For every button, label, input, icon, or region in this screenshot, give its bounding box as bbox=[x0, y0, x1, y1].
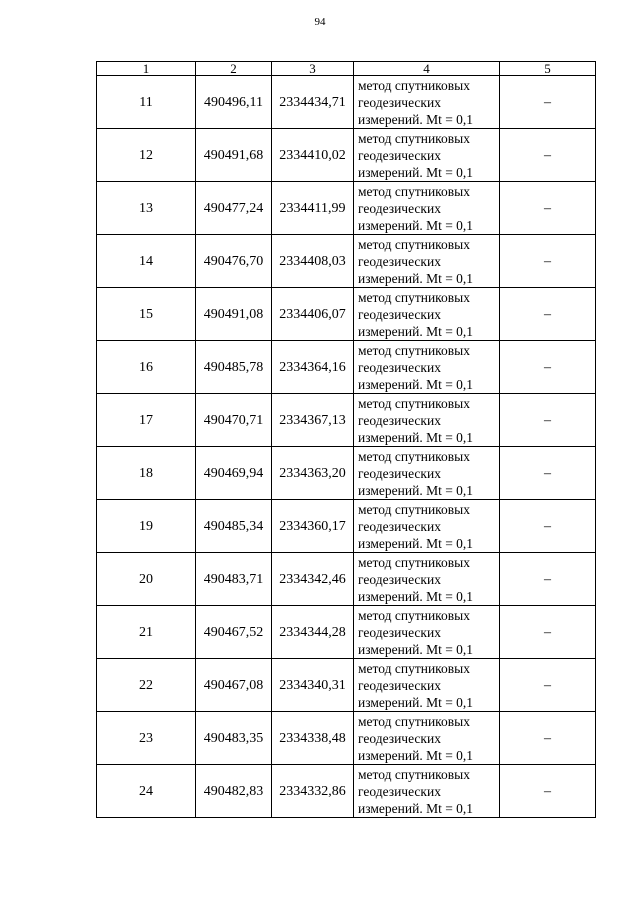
method-line: геодезических bbox=[358, 359, 441, 375]
y-coordinate-cell: 2334408,03 bbox=[272, 235, 354, 288]
method-cell bbox=[354, 288, 500, 341]
method-cell bbox=[354, 129, 500, 182]
y-coordinate-cell: 2334360,17 bbox=[272, 500, 354, 553]
description-cell: – bbox=[500, 606, 596, 659]
method-line: метод спутниковых bbox=[358, 289, 470, 305]
page-number: 94 bbox=[314, 16, 326, 28]
method-line: метод спутниковых bbox=[358, 77, 470, 93]
method-line: геодезических bbox=[358, 306, 441, 322]
column-header: 3 bbox=[272, 62, 354, 76]
table-row bbox=[97, 182, 596, 235]
point-number-cell: 23 bbox=[97, 712, 196, 765]
method-line: измерений. Mt = 0,1 bbox=[358, 111, 474, 127]
x-coordinate-cell: 490491,08 bbox=[196, 288, 272, 341]
method-cell bbox=[354, 765, 500, 818]
method-cell bbox=[354, 394, 500, 447]
point-number-cell: 17 bbox=[97, 394, 196, 447]
method-cell bbox=[354, 659, 500, 712]
description-cell: – bbox=[500, 288, 596, 341]
table-row bbox=[97, 500, 596, 553]
method-line: измерений. Mt = 0,1 bbox=[358, 164, 474, 180]
y-coordinate-cell: 2334340,31 bbox=[272, 659, 354, 712]
point-number-cell: 11 bbox=[97, 76, 196, 129]
method-line: метод спутниковых bbox=[358, 713, 470, 729]
point-number-cell: 18 bbox=[97, 447, 196, 500]
method-line: геодезических bbox=[358, 730, 441, 746]
method-cell bbox=[354, 712, 500, 765]
method-cell bbox=[354, 606, 500, 659]
x-coordinate-cell: 490467,52 bbox=[196, 606, 272, 659]
method-cell bbox=[354, 500, 500, 553]
description-cell: – bbox=[500, 76, 596, 129]
method-line: метод спутниковых bbox=[358, 395, 470, 411]
description-cell: – bbox=[500, 659, 596, 712]
method-line: измерений. Mt = 0,1 bbox=[358, 217, 474, 233]
point-number-cell: 21 bbox=[97, 606, 196, 659]
description-cell: – bbox=[500, 765, 596, 818]
column-header: 2 bbox=[196, 62, 272, 76]
description-cell: – bbox=[500, 500, 596, 553]
y-coordinate-cell: 2334332,86 bbox=[272, 765, 354, 818]
table-header-row bbox=[97, 62, 596, 76]
x-coordinate-cell: 490467,08 bbox=[196, 659, 272, 712]
x-coordinate-cell: 490483,35 bbox=[196, 712, 272, 765]
table-row bbox=[97, 765, 596, 818]
table-row bbox=[97, 553, 596, 606]
column-header: 5 bbox=[500, 62, 596, 76]
table-row bbox=[97, 341, 596, 394]
method-line: геодезических bbox=[358, 677, 441, 693]
method-line: геодезических bbox=[358, 624, 441, 640]
method-line: геодезических bbox=[358, 518, 441, 534]
method-line: измерений. Mt = 0,1 bbox=[358, 429, 474, 445]
y-coordinate-cell: 2334338,48 bbox=[272, 712, 354, 765]
y-coordinate-cell: 2334410,02 bbox=[272, 129, 354, 182]
x-coordinate-cell: 490483,71 bbox=[196, 553, 272, 606]
method-line: измерений. Mt = 0,1 bbox=[358, 747, 474, 763]
x-coordinate-cell: 490482,83 bbox=[196, 765, 272, 818]
description-cell: – bbox=[500, 235, 596, 288]
description-cell: – bbox=[500, 394, 596, 447]
method-line: метод спутниковых bbox=[358, 342, 470, 358]
method-line: измерений. Mt = 0,1 bbox=[358, 323, 474, 339]
table-row bbox=[97, 659, 596, 712]
method-line: геодезических bbox=[358, 571, 441, 587]
method-line: измерений. Mt = 0,1 bbox=[358, 800, 474, 816]
table-row bbox=[97, 394, 596, 447]
method-line: метод спутниковых bbox=[358, 660, 470, 676]
point-number-cell: 14 bbox=[97, 235, 196, 288]
table-row bbox=[97, 235, 596, 288]
point-number-cell: 22 bbox=[97, 659, 196, 712]
coordinates-table bbox=[96, 61, 596, 818]
point-number-cell: 24 bbox=[97, 765, 196, 818]
method-line: измерений. Mt = 0,1 bbox=[358, 535, 474, 551]
y-coordinate-cell: 2334344,28 bbox=[272, 606, 354, 659]
x-coordinate-cell: 490485,34 bbox=[196, 500, 272, 553]
method-line: измерений. Mt = 0,1 bbox=[358, 376, 474, 392]
table-row bbox=[97, 712, 596, 765]
description-cell: – bbox=[500, 553, 596, 606]
method-line: метод спутниковых bbox=[358, 236, 470, 252]
method-line: измерений. Mt = 0,1 bbox=[358, 588, 474, 604]
method-line: измерений. Mt = 0,1 bbox=[358, 270, 474, 286]
point-number-cell: 19 bbox=[97, 500, 196, 553]
method-cell bbox=[354, 447, 500, 500]
method-line: геодезических bbox=[358, 412, 441, 428]
point-number-cell: 20 bbox=[97, 553, 196, 606]
method-line: геодезических bbox=[358, 94, 441, 110]
point-number-cell: 15 bbox=[97, 288, 196, 341]
method-line: измерений. Mt = 0,1 bbox=[358, 694, 474, 710]
x-coordinate-cell: 490476,70 bbox=[196, 235, 272, 288]
point-number-cell: 16 bbox=[97, 341, 196, 394]
column-header: 4 bbox=[354, 62, 500, 76]
method-cell bbox=[354, 553, 500, 606]
method-line: измерений. Mt = 0,1 bbox=[358, 641, 474, 657]
y-coordinate-cell: 2334363,20 bbox=[272, 447, 354, 500]
method-line: метод спутниковых bbox=[358, 554, 470, 570]
table-row bbox=[97, 606, 596, 659]
method-cell bbox=[354, 235, 500, 288]
y-coordinate-cell: 2334364,16 bbox=[272, 341, 354, 394]
method-line: геодезических bbox=[358, 465, 441, 481]
description-cell: – bbox=[500, 341, 596, 394]
y-coordinate-cell: 2334406,07 bbox=[272, 288, 354, 341]
x-coordinate-cell: 490469,94 bbox=[196, 447, 272, 500]
x-coordinate-cell: 490470,71 bbox=[196, 394, 272, 447]
description-cell: – bbox=[500, 447, 596, 500]
method-line: метод спутниковых bbox=[358, 130, 470, 146]
x-coordinate-cell: 490485,78 bbox=[196, 341, 272, 394]
y-coordinate-cell: 2334434,71 bbox=[272, 76, 354, 129]
point-number-cell: 13 bbox=[97, 182, 196, 235]
method-line: метод спутниковых bbox=[358, 183, 470, 199]
table-row bbox=[97, 76, 596, 129]
y-coordinate-cell: 2334367,13 bbox=[272, 394, 354, 447]
method-cell bbox=[354, 341, 500, 394]
x-coordinate-cell: 490477,24 bbox=[196, 182, 272, 235]
method-cell bbox=[354, 76, 500, 129]
description-cell: – bbox=[500, 129, 596, 182]
method-line: геодезических bbox=[358, 147, 441, 163]
method-line: геодезических bbox=[358, 200, 441, 216]
method-line: метод спутниковых bbox=[358, 501, 470, 517]
table-row bbox=[97, 129, 596, 182]
description-cell: – bbox=[500, 712, 596, 765]
y-coordinate-cell: 2334342,46 bbox=[272, 553, 354, 606]
table-row bbox=[97, 447, 596, 500]
method-line: метод спутниковых bbox=[358, 448, 470, 464]
method-line: метод спутниковых bbox=[358, 607, 470, 623]
point-number-cell: 12 bbox=[97, 129, 196, 182]
x-coordinate-cell: 490496,11 bbox=[196, 76, 272, 129]
description-cell: – bbox=[500, 182, 596, 235]
method-line: метод спутниковых bbox=[358, 766, 470, 782]
column-header: 1 bbox=[97, 62, 196, 76]
x-coordinate-cell: 490491,68 bbox=[196, 129, 272, 182]
y-coordinate-cell: 2334411,99 bbox=[272, 182, 354, 235]
method-line: геодезических bbox=[358, 253, 441, 269]
method-line: геодезических bbox=[358, 783, 441, 799]
table-row bbox=[97, 288, 596, 341]
method-cell bbox=[354, 182, 500, 235]
method-line: измерений. Mt = 0,1 bbox=[358, 482, 474, 498]
